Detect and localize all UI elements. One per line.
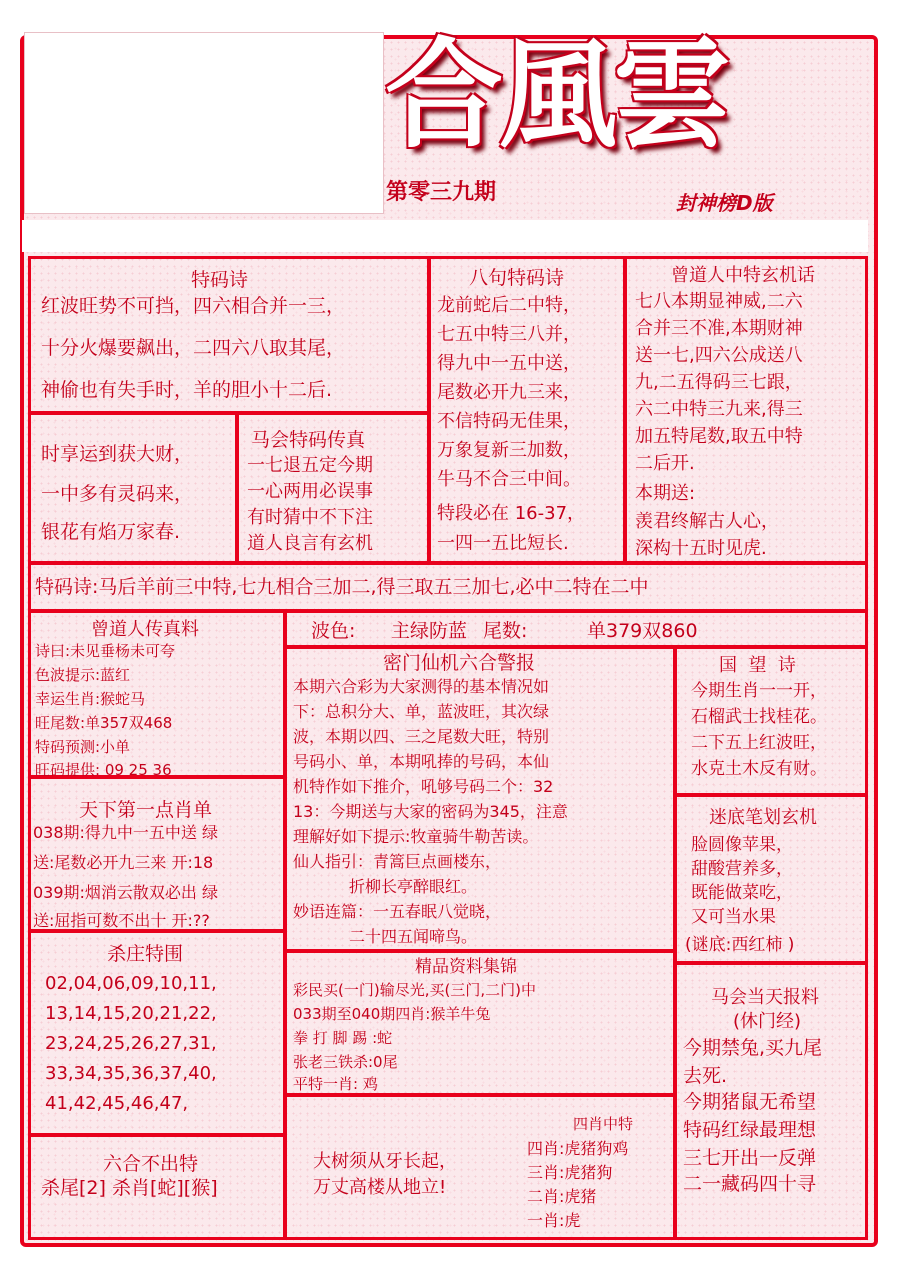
poem2-line: 尾数必开九三来， xyxy=(437,382,581,403)
guowang-box xyxy=(674,646,868,796)
shazhuang-line: 13,14,15,20,21,22, xyxy=(45,1003,217,1024)
zeng-line: 旺尾数:单357双468 xyxy=(35,714,173,732)
poem3-title: 曾道人中特玄机话 xyxy=(671,265,815,286)
mimen-line: 理解好如下提示:牧童骑牛勒苦读。 xyxy=(293,827,539,846)
tianxia-line: 039期:烟消云散双必出 绿 xyxy=(33,883,219,902)
mimen-line: 下：总积分大、单，蓝波旺，其次绿 xyxy=(293,702,550,721)
guowang-line: 水克土木反有财。 xyxy=(691,759,827,779)
wave-label: 波色: xyxy=(311,620,356,642)
poem1-line: 红波旺势不可挡，四六相合并一三， xyxy=(41,295,346,317)
midi-line: 脸圆像苹果， xyxy=(691,835,793,855)
mahui-title: 马会当天报料 xyxy=(711,987,819,1008)
tianxia-line: 038期:得九中一五中送 绿 xyxy=(33,823,219,842)
poem3-line: 送一七,四六公成送八 xyxy=(635,345,803,366)
poem3-line: 七八本期显神威,二六 xyxy=(635,291,803,312)
mimen-line: 妙语连篇：一五春眠八觉晓， xyxy=(293,902,502,921)
poem2-line: 得九中一五中送， xyxy=(437,353,581,374)
poem5-line: 一七退五定今期 xyxy=(247,455,373,476)
poem3-line: 深构十五时见虎. xyxy=(635,538,767,559)
shazhuang-box xyxy=(28,930,286,1136)
mimen-line: 波，本期以四、三之尾数大旺，特别 xyxy=(293,727,550,746)
mimen-line: 本期六合彩为大家测得的基本情况如 xyxy=(293,677,550,696)
midi-title: 迷底笔划玄机 xyxy=(709,807,817,828)
poem2-line: 牛马不合三中间。 xyxy=(437,469,581,490)
sixiao-line: 一肖:虎 xyxy=(527,1211,581,1230)
poem2-line: 特段必在 16-37， xyxy=(437,503,586,524)
header-blank-panel xyxy=(24,32,384,214)
poem4-line: 银花有焰万家春. xyxy=(41,521,181,543)
mahui-box xyxy=(674,962,868,1240)
mahui-line: 去死. xyxy=(683,1065,728,1087)
poem5-title: 马会特码传真 xyxy=(251,429,366,451)
poem5-line: 一心两用必误事 xyxy=(247,481,373,502)
poem1-line: 十分火爆要飙出，二四六八取其尾， xyxy=(41,337,346,359)
shazhuang-title: 杀庄特围 xyxy=(107,943,184,965)
poem1-line: 神偷也有失手时，羊的胆小十二后. xyxy=(41,379,333,401)
shazhuang-line: 41,42,45,46,47, xyxy=(45,1093,189,1114)
tianxia-title: 天下第一点肖单 xyxy=(79,799,213,821)
zeng-line: 幸运生肖:猴蛇马 xyxy=(35,690,146,708)
mimen-line: 二十四五闻啼鸟。 xyxy=(293,927,477,946)
mimen-line: 折柳长亭醉眼红。 xyxy=(293,877,477,896)
jingpin-line: 拳 打 脚 踢 :蛇 xyxy=(293,1029,393,1047)
poem3-box xyxy=(624,256,868,564)
mahui-line: 今期禁兔,买九尾 xyxy=(683,1037,823,1059)
midi-line: 甜酸营养多， xyxy=(691,859,793,879)
guowang-line: 石榴武士找桂花。 xyxy=(691,707,827,727)
midi-line: 又可当水果 xyxy=(691,907,776,927)
sixiao-line: 三肖:虎猪狗 xyxy=(527,1163,613,1182)
liuhe-line: 杀尾[2] 杀肖[蛇][猴] xyxy=(41,1177,218,1199)
poem4-line: 时享运到获大财， xyxy=(41,443,194,465)
zeng-line: 诗曰:未见垂杨未可夸 xyxy=(35,642,176,660)
jingpin-line: 033期至040期四肖:猴羊牛兔 xyxy=(293,1005,491,1023)
dashu-line: 万丈高楼从地立! xyxy=(313,1177,447,1198)
sixiao-line: 四肖:虎猪狗鸡 xyxy=(527,1139,629,1158)
guowang-line: 今期生肖一一开， xyxy=(691,681,827,701)
liuhe-box xyxy=(28,1134,286,1240)
zeng-box xyxy=(28,610,286,778)
poem2-line: 七五中特三八并， xyxy=(437,324,581,345)
wave-box xyxy=(284,610,868,648)
banner-text: 特码诗:马后羊前三中特,七九相合三加二,得三取五三加七,必中二特在二中 xyxy=(35,576,649,598)
mimen-line: 13：今期送与大家的密码为345，注意 xyxy=(293,802,568,821)
poem3-line: 合并三不准,本期财神 xyxy=(635,318,803,339)
jingpin-line: 彩民买(一门)输尽光,买(三门,二门)中 xyxy=(293,981,536,999)
liuhe-title: 六合不出特 xyxy=(103,1153,199,1175)
poem2-line: 万象复新三加数， xyxy=(437,440,581,461)
poem3-line: 本期送: xyxy=(635,483,696,504)
mimen-title: 密门仙机六合警报 xyxy=(383,652,536,674)
edition-label: 封神榜D版 xyxy=(676,191,773,215)
header-strip xyxy=(22,220,868,252)
wave-value: 主绿防蓝 xyxy=(391,620,468,642)
tianxia-line: 送:尾数必开九三来 开:18 xyxy=(33,853,214,872)
poem3-line: 加五特尾数,取五中特 xyxy=(635,426,803,447)
poem2-line: 不信特码无佳果， xyxy=(437,411,581,432)
zeng-line: 特码预测:小单 xyxy=(35,738,131,756)
mimen-line: 号码小、单，本期吼捧的号码，本仙 xyxy=(293,752,550,771)
poem3-line: 九,二五得码三七跟， xyxy=(635,372,803,393)
poem2-line: 一四一五比短长. xyxy=(437,533,569,554)
sixiao-title: 四肖中特 xyxy=(573,1115,634,1133)
sixiao-line: 二肖:虎猪 xyxy=(527,1187,597,1206)
jingpin-line: 张老三铁杀:0尾 xyxy=(293,1053,398,1071)
guowang-line: 二下五上红波旺， xyxy=(691,733,827,753)
poem5-line: 有时猜中不下注 xyxy=(247,507,373,528)
masthead-title: 合風雲 xyxy=(385,25,728,164)
dashu-line: 大树须从牙长起， xyxy=(313,1151,457,1172)
issue-number: 第零三九期 xyxy=(386,180,497,205)
mahui-line: 三七开出一反弹 xyxy=(683,1147,817,1169)
jingpin-title: 精品资料集锦 xyxy=(415,957,517,977)
mahui-line: 今期猪鼠无希望 xyxy=(683,1091,817,1113)
zeng-line: 旺码提供: 09 25 36 xyxy=(35,761,172,779)
jingpin-line: 平特一肖: 鸡 xyxy=(293,1075,378,1093)
mimen-line: 机特作如下推介，吼够号码二个：32 xyxy=(293,777,554,796)
shazhuang-line: 23,24,25,26,27,31, xyxy=(45,1033,217,1054)
mahui-line: 二一藏码四十寻 xyxy=(683,1173,817,1195)
poem2-title: 八句特码诗 xyxy=(469,267,565,289)
midi-box xyxy=(674,794,868,964)
poem1-title: 特码诗 xyxy=(191,269,249,291)
mimen-box xyxy=(284,646,676,952)
poem2-box xyxy=(428,256,626,564)
midi-answer: (谜底:西红柿 ) xyxy=(685,935,795,955)
banner-box xyxy=(28,562,868,612)
poem1-box xyxy=(28,256,430,414)
mimen-line: 仙人指引：青篙巨点画楼东， xyxy=(293,852,502,871)
midi-line: 既能做菜吃， xyxy=(691,883,793,903)
jingpin-box xyxy=(284,950,676,1096)
shazhuang-line: 02,04,06,09,10,11, xyxy=(45,973,217,994)
tianxia-box xyxy=(28,776,286,932)
poem4-box xyxy=(28,412,238,564)
poem5-box xyxy=(236,412,430,564)
guowang-title: 国 望 诗 xyxy=(719,655,796,676)
poem5-line: 道人良言有玄机 xyxy=(247,533,373,554)
poem2-line: 龙前蛇后二中特， xyxy=(437,295,581,316)
dashu-box xyxy=(284,1094,676,1240)
mahui-line: 特码红绿最理想 xyxy=(683,1119,817,1141)
tail-label: 尾数: xyxy=(483,620,528,642)
poem3-line: 六二中特三九来,得三 xyxy=(635,399,803,420)
mahui-subtitle: (休门经) xyxy=(733,1011,802,1032)
zeng-title: 曾道人传真料 xyxy=(91,619,199,640)
poem4-line: 一中多有灵码来， xyxy=(41,483,194,505)
poem3-line: 羡君终解古人心， xyxy=(635,511,779,532)
tianxia-line: 送:屈指可数不出十 开:?? xyxy=(33,911,210,930)
shazhuang-line: 33,34,35,36,37,40, xyxy=(45,1063,217,1084)
zeng-line: 色波提示:蓝红 xyxy=(35,666,131,684)
poem3-line: 二后开. xyxy=(635,453,695,474)
tail-value: 单379双860 xyxy=(587,620,698,642)
